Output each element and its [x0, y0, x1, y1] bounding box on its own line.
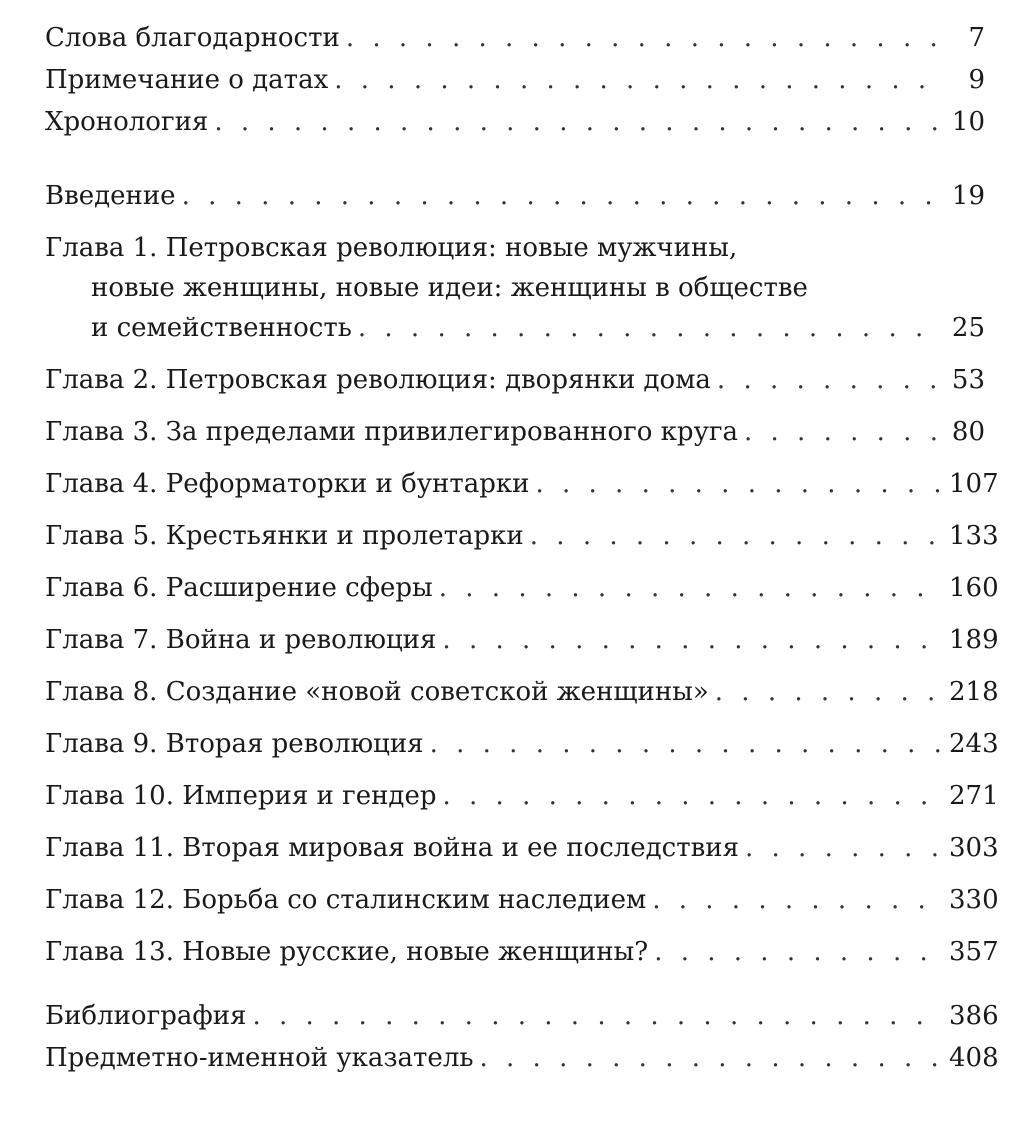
toc-entry-introduction[interactable]: [45, 176, 985, 216]
toc-entry-title: Глава 3. За пределами привилегированного круга: [45, 417, 738, 447]
toc-entry-page: 19: [951, 181, 985, 211]
dot-leader: [535, 464, 943, 504]
toc-entry-chapter-2[interactable]: [45, 360, 985, 400]
toc-entry-title-line-2: новые женщины, новые идеи: женщины в обществе: [91, 273, 808, 303]
toc-entry-page: 189: [949, 625, 999, 655]
toc-entry-chapter-8[interactable]: [45, 672, 999, 712]
toc-entry-chapter-11[interactable]: [45, 828, 999, 868]
dot-leader: [252, 996, 943, 1036]
toc-entry-title: Введение: [45, 181, 176, 211]
section-gap: [45, 984, 985, 996]
toc-entry-page: 25: [951, 313, 985, 343]
dot-leader: [442, 620, 943, 660]
toc-entry-page: 218: [949, 677, 999, 707]
dot-leader: [334, 60, 943, 100]
toc-entry-chapter-1[interactable]: [45, 228, 985, 348]
toc-entry-chapter-10[interactable]: [45, 776, 999, 816]
toc-entry-page: 133: [949, 521, 999, 551]
toc-entry-chapter-13[interactable]: [45, 932, 999, 972]
toc-entry-chapter-12[interactable]: [45, 880, 999, 920]
toc-entry-page: 7: [968, 23, 985, 53]
toc-entry-title-line-1: Глава 1. Петровская революция: новые мужчины,: [45, 233, 738, 263]
toc-entry-title: Глава 9. Вторая революция: [45, 729, 424, 759]
toc-entry-title: Глава 5. Крестьянки и пролетарки: [45, 521, 524, 551]
toc-entry-chapter-5[interactable]: [45, 516, 999, 556]
toc-entry-bibliography[interactable]: [45, 996, 999, 1036]
toc-entry-chronology[interactable]: [45, 102, 985, 142]
toc-entry-page: 107: [949, 469, 999, 499]
dot-leader: [715, 672, 943, 712]
dot-leader: [480, 1038, 944, 1078]
toc-entry-title: Глава 12. Борьба со сталинским наследием: [45, 885, 647, 915]
dot-leader: [430, 724, 943, 764]
toc-entry-page: 271: [949, 781, 999, 811]
toc-entry-title: Глава 6. Расширение сферы: [45, 573, 433, 603]
table-of-contents: [45, 18, 999, 1080]
toc-entry-title: Глава 13. Новые русские, новые женщины?: [45, 937, 649, 967]
dot-leader: [182, 176, 943, 216]
toc-entry-page: 357: [949, 937, 999, 967]
dot-leader: [530, 516, 943, 556]
toc-entry-page: 330: [949, 885, 999, 915]
dot-leader: [744, 412, 943, 452]
dot-leader: [442, 776, 943, 816]
toc-entry-title: Глава 7. Война и революция: [45, 625, 437, 655]
dot-leader: [717, 360, 943, 400]
toc-entry-page: 53: [951, 365, 985, 395]
toc-entry-chapter-3[interactable]: [45, 412, 985, 452]
dot-leader: [214, 102, 943, 142]
toc-entry-title: Хронология: [45, 107, 209, 137]
toc-entry-page: 10: [951, 107, 985, 137]
toc-entry-page: 386: [949, 1001, 999, 1031]
dot-leader: [654, 932, 943, 972]
toc-entry-title: Библиография: [45, 1001, 247, 1031]
toc-entry-title: Слова благодарности: [45, 23, 340, 53]
toc-entry-page: 80: [951, 417, 985, 447]
dot-leader: [745, 828, 943, 868]
toc-entry-title: Глава 2. Петровская революция: дворянки дома: [45, 365, 711, 395]
toc-entry-chapter-4[interactable]: [45, 464, 999, 504]
toc-entry-page: 243: [949, 729, 999, 759]
toc-entry-chapter-7[interactable]: [45, 620, 999, 660]
toc-entry-title: Предметно-именной указатель: [45, 1043, 474, 1073]
toc-entry-title: Глава 8. Создание «новой советской женщины»: [45, 677, 709, 707]
section-gap: [45, 144, 985, 176]
toc-entry-last-line: [45, 308, 985, 348]
toc-entry-index[interactable]: [45, 1038, 999, 1078]
toc-entry-page: 408: [949, 1043, 999, 1073]
toc-entry-chapter-9[interactable]: [45, 724, 999, 764]
dot-leader: [358, 308, 943, 348]
dot-leader: [439, 568, 943, 608]
toc-entry-title: Примечание о датах: [45, 65, 329, 95]
toc-entry-title: Глава 10. Империя и гендер: [45, 781, 437, 811]
toc-entry-title: Глава 11. Вторая мировая война и ее последствия: [45, 833, 739, 863]
toc-entry-acknowledgements[interactable]: [45, 18, 985, 58]
toc-entry-title-line-3: и семейственность: [91, 313, 352, 343]
toc-entry-dates-note[interactable]: [45, 60, 985, 100]
dot-leader: [652, 880, 943, 920]
toc-entry-chapter-6[interactable]: [45, 568, 999, 608]
dot-leader: [346, 18, 943, 58]
toc-entry-page: 160: [949, 573, 999, 603]
toc-entry-page: 9: [968, 65, 985, 95]
toc-entry-title: Глава 4. Реформаторки и бунтарки: [45, 469, 530, 499]
toc-entry-page: 303: [949, 833, 999, 863]
